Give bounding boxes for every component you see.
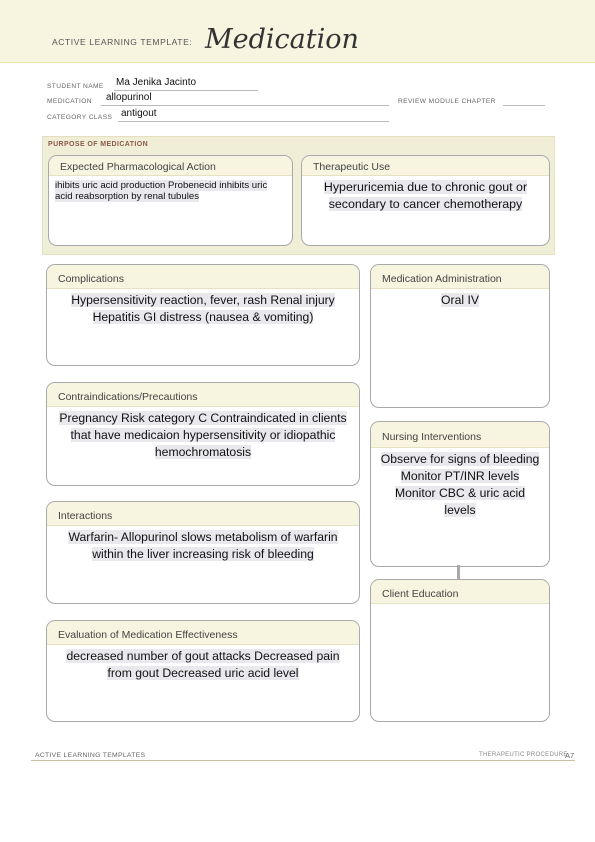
administration-title: Medication Administration <box>371 265 549 289</box>
category-class-label: CATEGORY CLASS <box>47 114 113 121</box>
therapeutic-use-box <box>301 155 550 246</box>
interactions-title: Interactions <box>47 502 359 526</box>
nursing-interventions-box <box>370 421 550 567</box>
category-class-value[interactable]: antigout <box>121 108 157 119</box>
nursing-interventions-content[interactable]: Observe for signs of bleeding Monitor PT/INR levels Monitor CBC & uric acid levels <box>380 452 540 517</box>
complications-box <box>46 264 360 366</box>
interactions-content[interactable]: Warfarin- Allopurinol slows metabolism of warfarin within the liver increasing risk of bleeding <box>68 530 338 561</box>
complications-content[interactable]: Hypersensitivity reaction, fever, rash Renal injury Hepatitis GI distress (nausea & vomiting) <box>71 293 335 324</box>
footer-divider <box>31 760 575 761</box>
student-name-label: STUDENT NAME <box>47 83 104 90</box>
category-class-line <box>118 121 389 122</box>
page-title: Medication <box>205 24 359 55</box>
box-connector <box>457 565 460 579</box>
administration-content[interactable]: Oral IV <box>441 293 479 307</box>
purpose-label: PURPOSE OF MEDICATION <box>48 141 149 148</box>
therapeutic-use-content[interactable]: Hyperuricemia due to chronic gout or secondary to cancer chemotherapy <box>323 180 528 211</box>
evaluation-title: Evaluation of Medication Effectiveness <box>47 621 359 645</box>
contraindications-box <box>46 382 360 486</box>
student-name-value[interactable]: Ma Jenika Jacinto <box>116 77 197 88</box>
student-name-line <box>114 90 258 91</box>
medication-line <box>101 105 389 106</box>
expected-action-box <box>48 155 293 246</box>
header-divider <box>0 62 595 63</box>
medication-value[interactable]: allopurinol <box>106 92 152 103</box>
footer-left-text: ACTIVE LEARNING TEMPLATES <box>35 752 146 759</box>
review-module-line[interactable] <box>503 105 545 106</box>
administration-box <box>370 264 550 408</box>
review-module-label: REVIEW MODULE CHAPTER <box>398 98 496 105</box>
expected-action-content[interactable]: ihibits uric acid production Probenecid inhibits uric acid reabsorption by renal tubules <box>55 180 268 202</box>
client-education-title: Client Education <box>371 580 549 604</box>
evaluation-content[interactable]: decreased number of gout attacks Decreased pain from gout Decreased uric acid level <box>66 649 340 680</box>
interactions-box <box>46 501 360 604</box>
complications-title: Complications <box>47 265 359 289</box>
evaluation-box <box>46 620 360 722</box>
client-education-box <box>370 579 550 722</box>
footer-right-text: THERAPEUTIC PROCEDURE <box>479 752 568 758</box>
expected-action-title: Expected Pharmacological Action <box>49 156 292 176</box>
template-label: ACTIVE LEARNING TEMPLATE: <box>52 37 193 47</box>
page-number: A7 <box>565 751 575 760</box>
contraindications-content[interactable]: Pregnancy Risk category C Contraindicated in clients that have medicaion hypersensitivity or idiopathic hemochromatosis <box>59 411 347 459</box>
contraindications-title: Contraindications/Precautions <box>47 383 359 407</box>
nursing-interventions-title: Nursing Interventions <box>371 422 549 448</box>
medication-label: MEDICATION <box>47 98 92 105</box>
therapeutic-use-title: Therapeutic Use <box>302 156 549 176</box>
